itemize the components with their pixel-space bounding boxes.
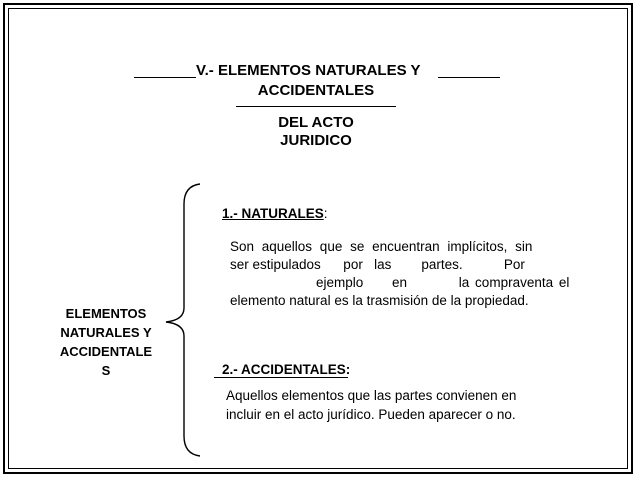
accidentales-heading-text: 2.- ACCIDENTALE bbox=[222, 362, 337, 377]
naturales-heading bbox=[222, 205, 328, 223]
naturales-line: ser estipulados por las partes. Por bbox=[230, 257, 525, 272]
accidentales-line: Aquellos elementos que las partes convienen en bbox=[226, 388, 517, 403]
title-line2: ACCIDENTALES bbox=[257, 82, 375, 99]
title-line1: V.- ELEMENTOS NATURALES Y bbox=[196, 62, 421, 79]
title-underline-left bbox=[134, 77, 196, 78]
accidentales-heading bbox=[222, 361, 350, 379]
accidentales-heading-tail: S: bbox=[336, 362, 351, 377]
title-underline-right bbox=[438, 77, 500, 78]
naturales-line: Son aquellos que se encuentran implícitos, sin bbox=[230, 239, 533, 254]
side-label-line: NATURALES Y bbox=[60, 325, 152, 340]
side-label-line: S bbox=[101, 363, 111, 378]
title-line3: DEL ACTO bbox=[278, 114, 354, 131]
naturales-colon: : bbox=[323, 206, 328, 221]
naturales-line: ejemplo en la compraventa el bbox=[316, 275, 570, 290]
naturales-line: elemento natural es la trasmisión de la propiedad. bbox=[230, 293, 529, 308]
side-label bbox=[50, 304, 162, 380]
title-underline-2 bbox=[236, 106, 396, 107]
accidentales-line: incluir en el acto jurídico. Pueden aparecer o no. bbox=[226, 407, 516, 422]
side-label-line: ACCIDENTALE bbox=[59, 344, 153, 359]
side-label-line: ELEMENTOS bbox=[65, 306, 147, 321]
curly-brace bbox=[160, 182, 210, 458]
naturales-heading-text: 1.- NATURALES bbox=[222, 206, 324, 221]
title-line4: JURIDICO bbox=[280, 132, 352, 149]
